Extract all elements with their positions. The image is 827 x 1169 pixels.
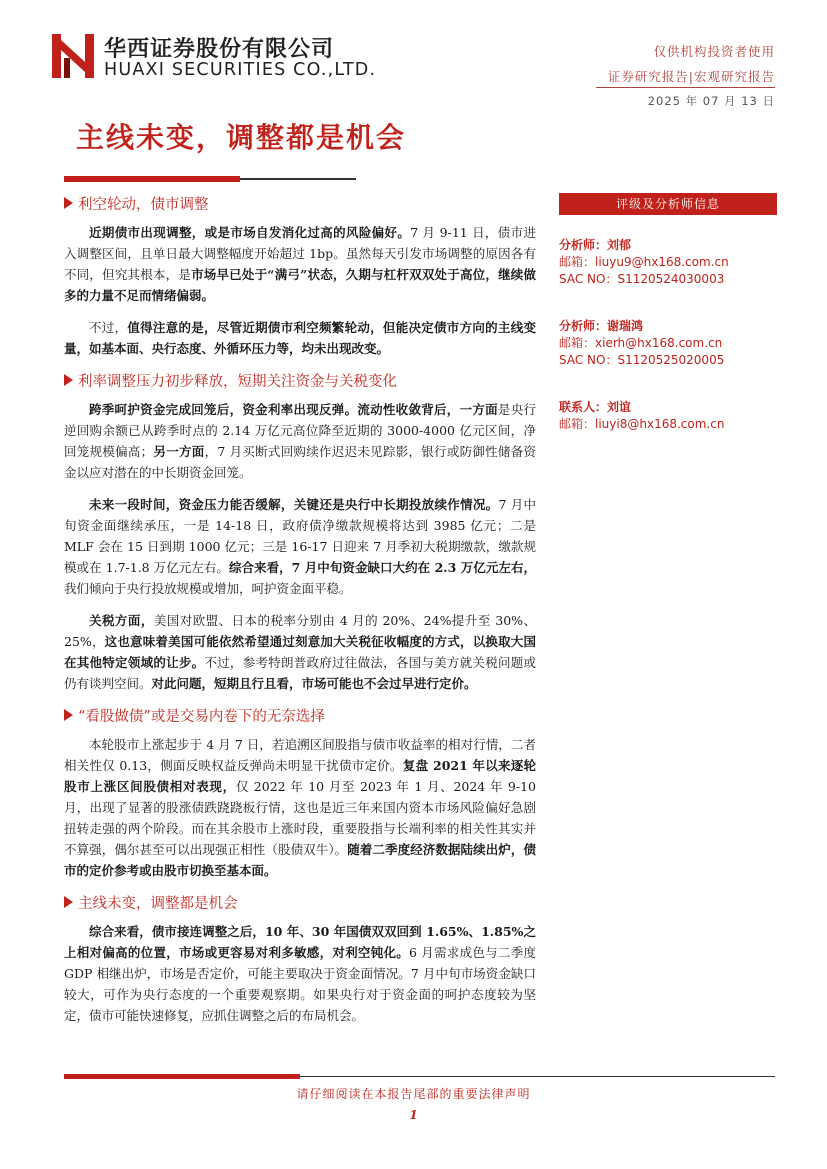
body-text: 不过，参考特朗普政府过往做法，各国与美方就关税问题或仍有谈判空间。: [64, 655, 536, 691]
company-name-cn: 华西证券股份有限公司: [104, 37, 335, 62]
emphasis-text: 这也意味着美国可能依然希望通过刻意加大关税征收幅度的方式，以换取大国在其他特定领域的让步。: [64, 634, 536, 670]
email-label: 邮箱：: [559, 417, 596, 431]
title-accent-bar: [64, 176, 240, 182]
audience-note: 仅供机构投资者使用: [653, 44, 775, 59]
section-heading-text: “看股做债”或是交易内卷下的无奈选择: [78, 709, 325, 725]
section-heading: [64, 892, 536, 913]
contact-email-line: [559, 416, 777, 433]
triangle-right-icon: [64, 896, 73, 908]
section-heading: [64, 370, 536, 391]
section-heading-text: 利率调整压力初步释放，短期关注资金与关税变化: [78, 374, 397, 390]
contact-name: 联系人：刘谊: [559, 400, 632, 414]
emphasis-text: 另一方面: [153, 444, 205, 459]
emphasis-text: 市场早已处于“满弓”状态，久期与杠杆双双处于高位，继续做多的力量不足而情绪偏弱。: [64, 267, 536, 303]
body-text: ，7 月买断式回购续作迟迟未见踪影，银行或防御性储备资金以应对潜在的中长期资金回笼。: [64, 444, 536, 480]
analyst-card: [559, 237, 777, 288]
emphasis-text: 关税方面，: [89, 613, 154, 628]
body-text: 7 月中旬资金面继续承压，一是 14-18 日，政府债净缴款规模将达到 3985 亿元；二是 MLF 会在 15 日到期 1000 亿元；三是 16-17 日迎来 7 月季初大税期缴款，缴款规模或在 1.7-1.8 万亿元左右。: [64, 497, 536, 575]
analyst-email[interactable]: xierh@hx168.com.cn: [595, 336, 723, 350]
body-text: 不过，: [89, 320, 128, 335]
legal-disclaimer[interactable]: 请仔细阅读在本报告尾部的重要法律声明: [296, 1087, 531, 1101]
body-text: 是央行逆回购余额已从跨季时点的 2.14 万亿元高位降至近期的 3000-4000 亿元区间，净回笼规模偏高；: [64, 402, 536, 459]
body-text: 7 月 9-11 日，债市进入调整区间，且单日最大调整幅度开始超过 1bp。虽然每天引发市场调整的原因各有不同，但究其根本，是: [64, 225, 536, 282]
body-paragraph: [64, 494, 536, 599]
emphasis-text: 综合来看，债市接连调整之后，10 年、30 年国债双双回到 1.65%、1.85%之上相对偏高的位置，市场或更容易对利多敏感，对利空钝化。: [64, 924, 536, 960]
analyst-name: 分析师：谢瑞鸿: [559, 319, 644, 333]
body-paragraph: [64, 734, 536, 881]
analyst-email[interactable]: liuyu9@hx168.com.cn: [595, 255, 729, 269]
report-title: 主线未变，调整都是机会: [76, 121, 407, 154]
email-label: 邮箱：: [559, 336, 596, 350]
analyst-sac-line: [559, 271, 777, 288]
analyst-email-line: [559, 335, 777, 352]
triangle-right-icon: [64, 374, 73, 386]
emphasis-text: 跨季呵护资金完成回笼后，资金利率出现反弹。流动性收敛背后，一方面: [89, 402, 498, 417]
body-paragraph: [64, 317, 536, 359]
footer-accent-bar: [64, 1074, 300, 1079]
company-name-en: HUAXI SECURITIES CO.,LTD.: [104, 60, 377, 80]
triangle-right-icon: [64, 709, 73, 721]
emphasis-text: 复盘 2021 年以来逐轮股市上涨区间股债相对表现，: [64, 758, 536, 794]
analyst-card: [559, 318, 777, 369]
huaxi-logo-icon: [52, 32, 94, 80]
report-type: 证券研究报告|宏观研究报告: [607, 69, 775, 84]
analyst-name: 分析师：刘郁: [559, 238, 632, 252]
body-paragraph: [64, 222, 536, 306]
contact-email[interactable]: liuyi8@hx168.com.cn: [595, 417, 725, 431]
email-label: 邮箱：: [559, 255, 596, 269]
body-text: 6 月需求成色与二季度 GDP 相继出炉，市场是否定价，可能主要取决于资金面情况。7 月中旬市场资金缺口较大，可作为央行态度的一个重要观察期。如果央行对于资金面的呵护态度较为坚定，债市可能快速修复，应抓住调整之后的布局机会。: [64, 945, 536, 1023]
sac-label: SAC NO：: [559, 272, 618, 286]
sac-label: SAC NO：: [559, 353, 618, 367]
sidebar-title: 评级及分析师信息: [559, 193, 777, 215]
body-text: 仅 2022 年 10 月至 2023 年 1 月、2024 年 9-10 月，出现了显著的股涨债跌跷跷板行情，这也是近三年来国内资本市场风险偏好急剧扭转走强的两个阶段。而在其余股市上涨时段，重要股指与长端利率的相关性其实并不算强，偶尔甚至可以出现强正相性（股债双牛）。: [64, 779, 536, 857]
analyst-email-line: [559, 254, 777, 271]
emphasis-text: 近期债市出现调整，或是市场自发消化过高的风险偏好。: [89, 225, 411, 240]
body-text: 我们倾向于央行投放规模或增加，呵护资金面平稳。: [64, 581, 352, 596]
section-heading-text: 利空轮动，债市调整: [78, 197, 209, 213]
body-paragraph: [64, 921, 536, 1026]
section-heading: [64, 193, 536, 214]
emphasis-text: 值得注意的是，尽管近期债市利空频繁轮动，但能决定债市方向的主线变量，如基本面、央行态度、外循环压力等，均未出现改变。: [64, 320, 536, 356]
emphasis-text: 对此问题，短期且行且看，市场可能也不会过早进行定价。: [151, 676, 477, 691]
main-content: [64, 193, 536, 1037]
page-number: 1: [409, 1108, 418, 1122]
header-divider: [596, 87, 775, 88]
emphasis-text: 未来一段时间，资金压力能否缓解，关键还是央行中长期投放续作情况。: [89, 497, 499, 512]
section-heading: [64, 705, 536, 726]
report-date: 2025 年 07 月 13 日: [647, 94, 775, 108]
contact-card: [559, 399, 777, 433]
analyst-sac: S1120525020005: [617, 353, 725, 367]
triangle-right-icon: [64, 197, 73, 209]
body-text: 美国对欧盟、日本的税率分别由 4 月的 20%、24%提升至 30%、25%，: [64, 613, 536, 649]
body-paragraph: [64, 610, 536, 694]
analyst-sac-line: [559, 352, 777, 369]
body-paragraph: [64, 399, 536, 483]
analyst-sidebar: [559, 193, 777, 433]
body-text: 本轮股市上涨起步于 4 月 7 日，若追溯区间股指与债市收益率的相对行情，二者相关性仅 0.13，侧面反映权益反弹尚未明显干扰债市定价。: [64, 737, 536, 773]
emphasis-text: 综合来看，7 月中旬资金缺口大约在 2.3 万亿元左右，: [228, 560, 536, 575]
section-heading-text: 主线未变，调整都是机会: [78, 896, 238, 912]
analyst-sac: S1120524030003: [617, 272, 725, 286]
emphasis-text: 随着二季度经济数据陆续出炉，债市的定价参考或由股市切换至基本面。: [64, 842, 536, 878]
